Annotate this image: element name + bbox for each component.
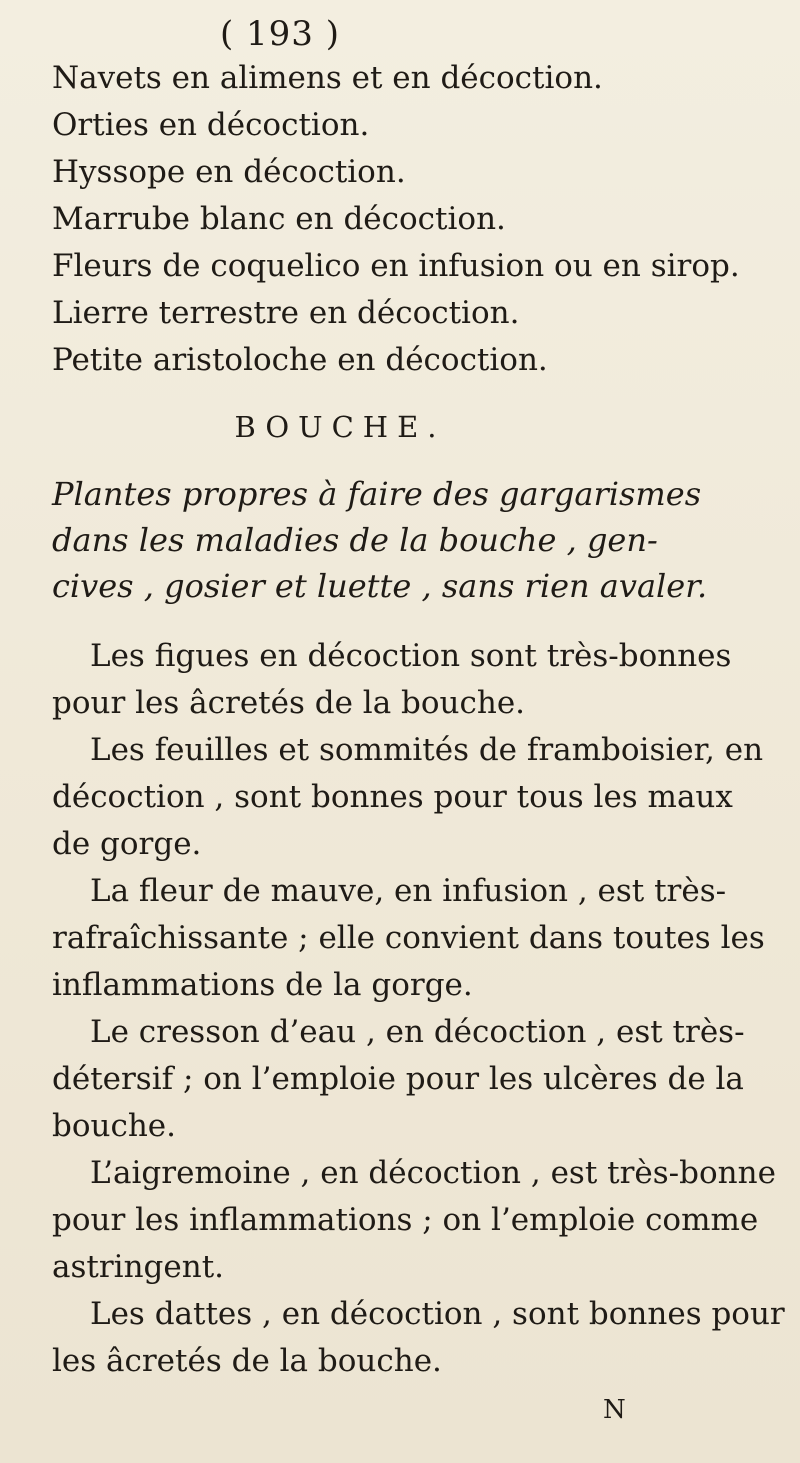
- body-line: astringent.: [52, 1249, 225, 1285]
- body-line: Les feuilles et sommités de framboisier, en: [90, 732, 764, 768]
- body-line: inflammations de la gorge.: [52, 967, 473, 1003]
- list-line: Fleurs de coquelico en infusion ou en sirop.: [52, 248, 740, 284]
- body-line: détersif ; on l’emploie pour les ulcères de la: [52, 1061, 744, 1097]
- body-line: de gorge.: [52, 826, 202, 862]
- body-line: Les figues en décoction sont très-bonnes: [90, 638, 732, 674]
- signature-mark: N: [603, 1395, 626, 1425]
- body-line: pour les inflammations ; on l’emploie comme: [52, 1202, 759, 1238]
- page-number: ( 193 ): [219, 14, 341, 54]
- section-subtitle-line: Plantes propres à faire des gargarismes: [52, 475, 702, 513]
- section-subtitle-line: cives , gosier et luette , sans rien avaler.: [52, 567, 708, 605]
- body-line: les âcretés de la bouche.: [52, 1343, 442, 1379]
- list-line: Hyssope en décoction.: [52, 154, 406, 190]
- body-line: La fleur de mauve, en infusion , est très-: [90, 873, 727, 909]
- list-line: Lierre terrestre en décoction.: [52, 295, 520, 331]
- list-line: Petite aristoloche en décoction.: [52, 342, 548, 378]
- body-line: Le cresson d’eau , en décoction , est très-: [90, 1014, 745, 1050]
- body-line: pour les âcretés de la bouche.: [52, 685, 526, 721]
- list-line: Marrube blanc en décoction.: [52, 201, 506, 237]
- list-line: Orties en décoction.: [52, 107, 370, 143]
- body-line: rafraîchissante ; elle convient dans toutes les: [52, 920, 765, 956]
- section-subtitle-line: dans les maladies de la bouche , gen-: [52, 521, 658, 559]
- section-heading: BOUCHE.: [234, 410, 446, 444]
- body-line: L’aigremoine , en décoction , est très-bonne: [90, 1155, 776, 1191]
- body-line: décoction , sont bonnes pour tous les maux: [52, 779, 733, 815]
- body-line: Les dattes , en décoction , sont bonnes pour: [90, 1296, 785, 1332]
- list-line: Navets en alimens et en décoction.: [52, 60, 603, 96]
- body-line: bouche.: [52, 1108, 176, 1144]
